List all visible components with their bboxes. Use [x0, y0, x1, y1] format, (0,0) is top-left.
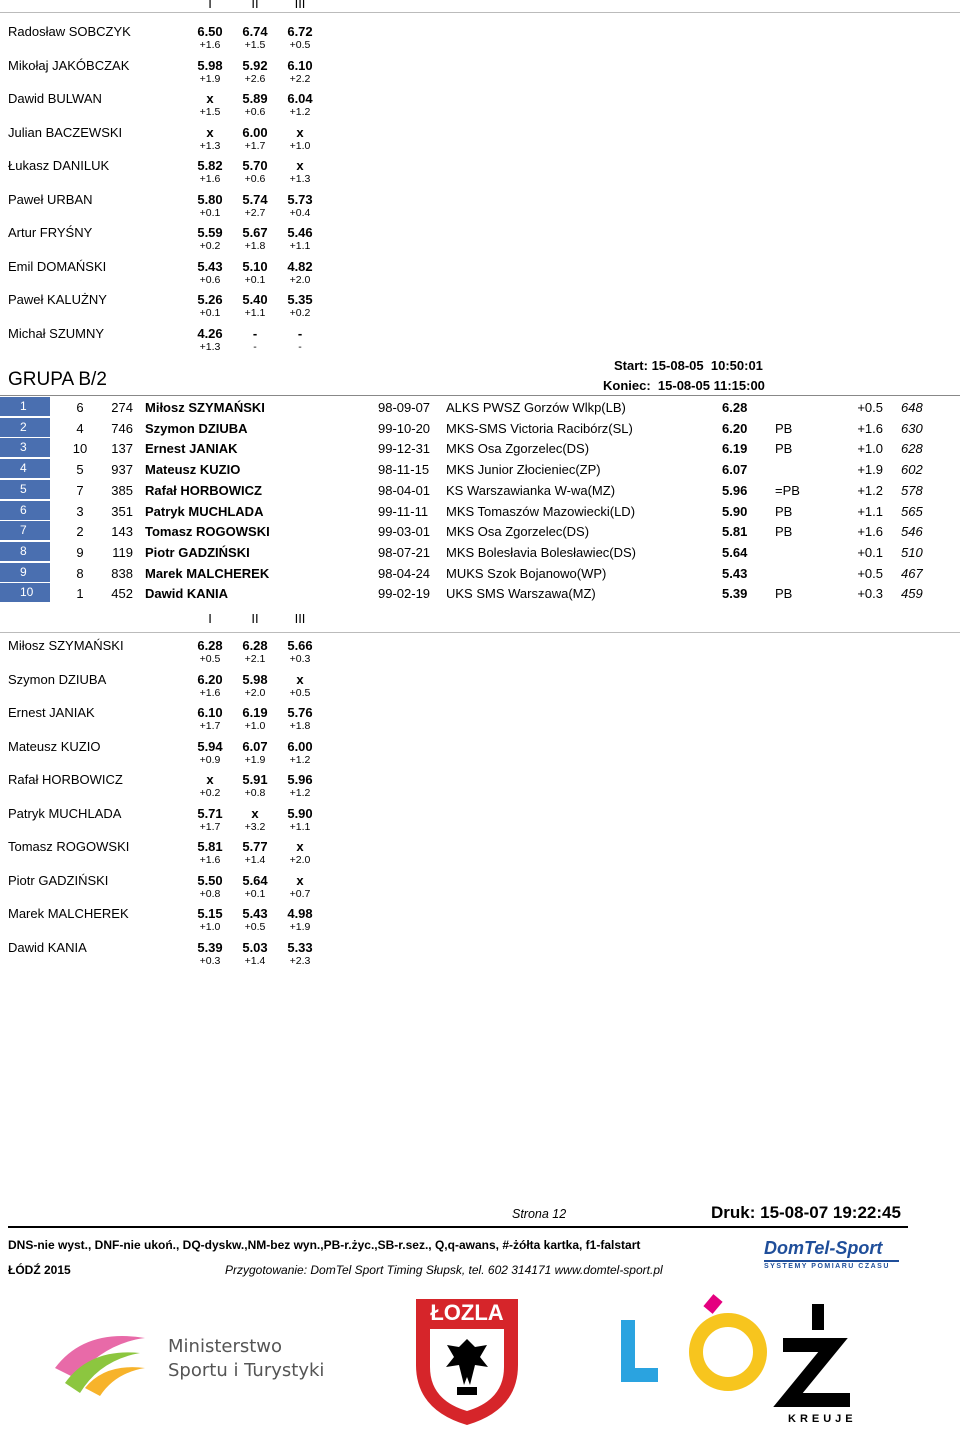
athlete-name: Tomasz ROGOWSKI — [8, 839, 130, 854]
place: 10 — [0, 583, 50, 602]
attempt-wind: +1.9 — [244, 753, 266, 766]
attempt-mark: 5.40 — [242, 292, 268, 307]
attempt-mark: x — [296, 671, 304, 687]
attempt-mark: 5.10 — [242, 258, 268, 274]
attempt-header: III — [294, 0, 306, 11]
attempt-mark: 5.98 — [197, 57, 223, 73]
attempt-wind: +1.6 — [199, 39, 221, 51]
attempt-mark: 4.98 — [287, 906, 313, 921]
points: 630 — [901, 420, 923, 436]
attempt-mark: x — [206, 124, 214, 140]
athlete-name: Ernest JANIAK — [8, 705, 95, 720]
attempt-wind: +0.5 — [244, 921, 266, 933]
result-row — [0, 459, 960, 480]
wind: +1.6 — [857, 524, 883, 540]
athlete-attempts-row — [0, 906, 340, 940]
birth-date: 99-10-20 — [378, 420, 431, 436]
attempt-mark: 5.92 — [242, 57, 268, 73]
result-row — [0, 480, 960, 501]
club: MUKS Szok Bojanowo(WP) — [446, 565, 607, 581]
attempt-mark: 6.07 — [242, 738, 268, 754]
attempt-wind: +0.5 — [289, 39, 311, 51]
athlete-attempts-row — [0, 158, 340, 192]
attempt-mark: 6.10 — [197, 705, 223, 720]
divider — [0, 395, 960, 396]
attempt-wind: +1.1 — [244, 307, 266, 319]
attempt-mark: 6.19 — [242, 705, 268, 720]
result: 5.64 — [722, 544, 748, 560]
attempt-wind: +0.4 — [289, 206, 311, 219]
club: MKS Tomaszów Mazowiecki(LD) — [446, 503, 636, 519]
bib-number: 119 — [112, 544, 133, 560]
birth-date: 98-04-24 — [378, 565, 431, 581]
points: 578 — [901, 482, 923, 498]
divider — [8, 1226, 908, 1228]
attempt-mark: 6.00 — [242, 124, 268, 140]
attempt-mark: 6.72 — [287, 24, 313, 39]
divider — [0, 12, 960, 13]
athlete-name: Patryk MUCHLADA — [145, 503, 264, 519]
points: 467 — [901, 565, 923, 581]
result: 6.19 — [722, 441, 748, 457]
attempt-wind: +0.5 — [199, 653, 221, 665]
attempt-wind: +1.4 — [244, 954, 266, 967]
attempt-mark: x — [206, 91, 214, 106]
attempt-wind: +1.7 — [244, 139, 266, 152]
bib-number: 838 — [111, 565, 133, 581]
attempt-wind: +1.7 — [199, 820, 221, 833]
attempt-wind: +0.7 — [289, 887, 311, 900]
attempt-wind: +0.3 — [199, 954, 221, 967]
attempt-mark: 5.35 — [287, 292, 313, 307]
lane: 8 — [76, 565, 84, 581]
athlete-attempts-row — [0, 873, 340, 907]
attempt-header: II — [251, 0, 259, 11]
place: 3 — [0, 438, 50, 457]
attempt-wind: +3.2 — [244, 820, 266, 833]
points: 602 — [901, 462, 923, 478]
athlete-attempts-row — [0, 839, 340, 873]
lane: 6 — [76, 400, 84, 415]
wind: +1.2 — [857, 482, 883, 498]
wind: +0.5 — [857, 565, 883, 581]
page-number: Strona 12 — [512, 1207, 567, 1221]
attempt-mark: 6.74 — [242, 24, 268, 39]
result-row — [0, 521, 960, 542]
wind: +1.0 — [857, 441, 883, 457]
birth-date: 98-09-07 — [378, 400, 431, 415]
lane: 10 — [72, 441, 88, 457]
wind: +0.3 — [857, 586, 883, 602]
attempt-wind: +1.0 — [289, 139, 311, 152]
attempt-wind: +1.2 — [289, 106, 311, 118]
attempt-wind: +1.8 — [244, 240, 266, 252]
attempt-wind: +0.6 — [244, 106, 266, 118]
attempt-mark: 5.82 — [197, 158, 223, 173]
points: 565 — [901, 503, 923, 519]
points: 546 — [901, 524, 923, 540]
athlete-name: Piotr GADZIŃSKI — [145, 544, 250, 560]
wind: +1.1 — [857, 503, 883, 519]
athlete-attempts-row — [0, 259, 340, 293]
start-time: Start: 15-08-05 10:50:01 — [614, 358, 763, 373]
attempt-wind: +2.1 — [244, 653, 266, 665]
attempt-mark: 6.00 — [287, 738, 313, 754]
attempt-wind: +1.3 — [199, 139, 221, 152]
bottom-attempts-list — [0, 638, 340, 973]
attempt-mark: 5.71 — [197, 805, 223, 821]
result: 5.81 — [722, 524, 748, 540]
athlete-name: Miłosz SZYMAŃSKI — [145, 400, 265, 415]
athlete-name: Patryk MUCHLADA — [8, 805, 122, 821]
result-row — [0, 583, 960, 604]
club: MKS Bolesłavia Bolesławiec(DS) — [446, 544, 637, 560]
club: KS Warszawianka W-wa(MZ) — [446, 482, 616, 498]
attempt-wind: +0.1 — [199, 307, 221, 319]
attempt-mark: 5.59 — [197, 225, 223, 240]
attempt-mark: 5.26 — [197, 292, 223, 307]
athlete-name: Tomasz ROGOWSKI — [145, 524, 270, 540]
city-year: ŁÓDŹ 2015 — [8, 1263, 71, 1277]
athlete-attempts-row — [0, 705, 340, 739]
lane: 5 — [76, 462, 84, 478]
athlete-name: Szymon DZIUBA — [145, 420, 248, 436]
attempt-mark: 5.64 — [242, 872, 268, 888]
birth-date: 99-12-31 — [378, 441, 431, 457]
birth-date: 99-02-19 — [378, 586, 431, 602]
print-timestamp: Druk: 15-08-07 19:22:45 — [711, 1203, 901, 1222]
place: 2 — [0, 418, 50, 437]
attempt-mark: 6.20 — [197, 671, 223, 687]
lane: 1 — [76, 586, 84, 602]
athlete-name: Dawid BULWAN — [8, 91, 102, 106]
athlete-name: Mateusz KUZIO — [8, 738, 101, 754]
athlete-name: Michał SZUMNY — [8, 325, 105, 341]
attempt-wind: +1.1 — [289, 240, 311, 252]
athlete-attempts-row — [0, 192, 340, 226]
athlete-name: Mikołaj JAKÓBCZAK — [8, 57, 130, 73]
club: ALKS PWSZ Gorzów Wlkp(LB) — [446, 400, 626, 415]
athlete-name: Piotr GADZIŃSKI — [8, 872, 109, 888]
attempt-mark: 5.80 — [197, 191, 223, 207]
record: PB — [775, 524, 793, 540]
attempt-header: II — [251, 611, 259, 626]
attempt-wind: +0.2 — [199, 787, 221, 799]
attempt-mark: 5.39 — [197, 939, 223, 955]
attempt-mark: 4.26 — [197, 325, 223, 341]
lane: 4 — [76, 420, 84, 436]
attempt-mark: x — [296, 839, 304, 854]
place: 5 — [0, 480, 50, 499]
result: 6.20 — [722, 420, 748, 436]
attempt-mark: 5.15 — [197, 906, 223, 921]
attempt-wind: +1.0 — [244, 720, 266, 732]
attempt-mark: 6.28 — [242, 638, 268, 653]
athlete-name: Artur FRYŚNY — [8, 225, 93, 240]
result-row — [0, 397, 960, 418]
attempt-mark: 5.03 — [242, 939, 268, 955]
wind: +0.5 — [857, 400, 883, 415]
result-row — [0, 418, 960, 439]
athlete-attempts-row — [0, 125, 340, 159]
attempt-wind: +0.8 — [199, 887, 221, 900]
attempt-mark: 5.76 — [287, 705, 313, 720]
athlete-attempts-row — [0, 326, 340, 360]
athlete-name: Szymon DZIUBA — [8, 671, 107, 687]
attempt-mark: 5.77 — [242, 839, 268, 854]
points: 510 — [901, 544, 923, 560]
club: MKS Osa Zgorzelec(DS) — [446, 441, 590, 457]
attempt-wind: +1.5 — [199, 106, 221, 118]
attempt-mark: x — [206, 772, 214, 787]
lane: 7 — [76, 482, 84, 498]
athlete-name: Ernest JANIAK — [145, 441, 238, 457]
bib-number: 452 — [111, 586, 133, 602]
attempt-wind: +1.9 — [289, 921, 311, 933]
birth-date: 99-03-01 — [378, 524, 431, 540]
kreuje-text: KREUJE — [788, 1413, 857, 1425]
athlete-name: Rafał HORBOWICZ — [8, 772, 123, 787]
attempt-mark: 6.50 — [197, 24, 223, 39]
attempt-wind: +1.9 — [199, 72, 221, 85]
record: PB — [775, 420, 793, 436]
place: 8 — [0, 542, 50, 561]
result-row — [0, 438, 960, 459]
legend: DNS-nie wyst., DNF-nie ukoń., DQ-dyskw.,NM-bez wyn.,PB-r.życ.,SB-r.sez., Q,q-awans, #-żółta kartka, f1-falstart — [8, 1238, 641, 1252]
ministry-line1: Ministerstwo — [168, 1336, 283, 1357]
attempt-wind: +0.1 — [244, 273, 266, 286]
attempt-wind: - — [298, 340, 302, 353]
attempt-wind: - — [253, 340, 257, 353]
attempt-wind: +0.1 — [244, 887, 266, 900]
club: MKS-SMS Victoria Racibórz(SL) — [446, 420, 633, 436]
attempt-mark: 5.98 — [242, 671, 268, 687]
attempt-wind: +0.1 — [199, 206, 221, 219]
result-row — [0, 501, 960, 522]
athlete-attempts-row — [0, 772, 340, 806]
attempt-mark: - — [252, 325, 258, 341]
birth-date: 98-04-01 — [378, 482, 431, 498]
divider — [0, 632, 960, 633]
attempt-wind: +1.2 — [289, 753, 311, 766]
wind: +1.6 — [857, 420, 883, 436]
points: 628 — [901, 441, 923, 457]
attempt-mark: x — [296, 158, 304, 173]
athlete-name: Julian BACZEWSKI — [8, 124, 123, 140]
athlete-attempts-row — [0, 24, 340, 58]
domtel-logo — [764, 1238, 904, 1270]
attempt-wind: +0.2 — [289, 307, 311, 319]
attempt-mark: 5.66 — [287, 638, 313, 653]
birth-date: 99-11-11 — [378, 503, 429, 519]
club: MKS Osa Zgorzelec(DS) — [446, 524, 590, 540]
attempt-mark: 5.33 — [287, 939, 313, 955]
record: PB — [775, 586, 793, 602]
attempt-mark: 5.73 — [287, 191, 313, 207]
attempt-wind: +1.6 — [199, 173, 221, 185]
attempt-mark: 4.82 — [287, 258, 313, 274]
athlete-attempts-row — [0, 91, 340, 125]
place: 1 — [0, 397, 50, 416]
domtel-logo-text: DomTel-Sport — [764, 1238, 883, 1258]
attempt-wind: +2.3 — [289, 954, 311, 967]
attempt-wind: +2.0 — [244, 686, 266, 699]
domtel-logo-subtitle: SYSTEMY POMIARU CZASU — [764, 1263, 890, 1270]
ministry-line2: Sportu i Turystyki — [168, 1360, 325, 1381]
club: UKS SMS Warszawa(MZ) — [446, 586, 596, 602]
athlete-attempts-row — [0, 739, 340, 773]
place: 4 — [0, 459, 50, 478]
attempt-mark: 5.43 — [197, 258, 223, 274]
result: 5.90 — [722, 503, 748, 519]
attempt-wind: +1.4 — [244, 854, 266, 866]
attempt-mark: 5.74 — [242, 191, 268, 207]
attempt-wind: +1.6 — [199, 686, 221, 699]
wind: +1.9 — [857, 462, 883, 478]
record: PB — [775, 503, 793, 519]
result-row — [0, 542, 960, 563]
attempt-wind: +1.8 — [289, 720, 311, 732]
result: 6.28 — [722, 400, 748, 415]
result: 5.43 — [722, 565, 748, 581]
attempt-wind: +1.3 — [199, 340, 221, 353]
attempt-wind: +2.7 — [244, 206, 266, 219]
lodz-logo-icon — [618, 1290, 878, 1415]
attempt-mark: 5.67 — [242, 225, 268, 240]
attempt-mark: 5.91 — [242, 772, 268, 787]
result: 5.96 — [722, 482, 748, 498]
attempt-wind: +1.0 — [199, 921, 221, 933]
athlete-name: Emil DOMAŃSKI — [8, 258, 107, 274]
attempt-header: I — [208, 0, 212, 11]
athlete-attempts-row — [0, 806, 340, 840]
record: PB — [775, 441, 793, 457]
athlete-attempts-row — [0, 292, 340, 326]
attempt-mark: x — [251, 805, 259, 821]
end-time: Koniec: 15-08-05 11:15:00 — [603, 378, 765, 393]
wind: +0.1 — [857, 544, 883, 560]
attempt-mark: 5.43 — [242, 906, 268, 921]
lane: 9 — [76, 544, 84, 560]
attempt-wind: +0.6 — [244, 173, 266, 185]
lodz-kreuje-logo — [618, 1290, 878, 1430]
attempt-mark: 5.96 — [287, 772, 313, 787]
athlete-name: Mateusz KUZIO — [145, 462, 241, 478]
result: 5.39 — [722, 586, 748, 602]
bib-number: 746 — [111, 420, 133, 436]
attempt-wind: +2.2 — [289, 72, 311, 85]
attempt-mark: 5.46 — [287, 225, 313, 240]
record: =PB — [775, 482, 800, 498]
attempt-mark: - — [297, 325, 303, 341]
attempt-mark: 6.10 — [287, 57, 313, 73]
ministry-emblem-icon — [45, 1318, 165, 1398]
athlete-name: Miłosz SZYMAŃSKI — [8, 638, 124, 653]
athlete-name: Radosław SOBCZYK — [8, 24, 131, 39]
athlete-name: Rafał HORBOWICZ — [145, 482, 262, 498]
athlete-name: Paweł KALUŻNY — [8, 292, 107, 307]
athlete-name: Marek MALCHEREK — [8, 906, 129, 921]
divider — [764, 1260, 899, 1262]
attempt-header: III — [294, 611, 306, 626]
attempt-mark: 5.90 — [287, 805, 313, 821]
attempt-mark: 5.89 — [242, 91, 268, 106]
bib-number: 351 — [111, 503, 133, 519]
attempt-wind: +0.9 — [199, 753, 221, 766]
place: 6 — [0, 501, 50, 520]
attempt-mark: 5.94 — [197, 738, 223, 754]
athlete-attempts-row — [0, 638, 340, 672]
attempt-wind: +0.8 — [244, 787, 266, 799]
ministry-logo — [45, 1318, 345, 1398]
athlete-attempts-row — [0, 940, 340, 974]
attempt-wind: +2.0 — [289, 273, 311, 286]
place: 9 — [0, 563, 50, 582]
club: MKS Junior Złocieniec(ZP) — [446, 462, 601, 478]
lane: 3 — [76, 503, 84, 519]
attempt-wind: +0.2 — [199, 240, 221, 252]
attempt-mark: x — [296, 872, 304, 888]
attempt-wind: +1.7 — [199, 720, 221, 732]
prepared-by: Przygotowanie: DomTel Sport Timing Słupsk, tel. 602 314171 www.domtel-sport.pl — [225, 1263, 663, 1277]
bib-number: 937 — [111, 462, 133, 478]
attempt-mark: x — [296, 124, 304, 140]
attempt-mark: 5.50 — [197, 872, 223, 888]
athlete-name: Marek MALCHEREK — [145, 565, 270, 581]
attempt-wind: +1.6 — [199, 854, 221, 866]
points: 648 — [901, 400, 923, 415]
attempt-mark: 5.81 — [197, 839, 223, 854]
attempt-mark: 5.70 — [242, 158, 268, 173]
athlete-attempts-row — [0, 225, 340, 259]
attempt-wind: +1.1 — [289, 820, 311, 833]
attempt-mark: 6.28 — [197, 638, 223, 653]
attempt-wind: +1.2 — [289, 787, 311, 799]
place: 7 — [0, 521, 50, 540]
attempt-wind: +0.6 — [199, 273, 221, 286]
attempt-wind: +1.5 — [244, 39, 266, 51]
bib-number: 385 — [111, 482, 133, 498]
result-row — [0, 563, 960, 584]
bib-number: 137 — [111, 441, 133, 457]
attempt-wind: +2.0 — [289, 854, 311, 866]
bib-number: 143 — [111, 524, 133, 540]
lane: 2 — [76, 524, 84, 540]
birth-date: 98-11-15 — [378, 462, 430, 478]
group-title: GRUPA B/2 — [8, 369, 107, 390]
attempt-mark: 6.04 — [287, 91, 313, 106]
points: 459 — [901, 586, 923, 602]
athlete-name: Dawid KANIA — [8, 939, 87, 955]
athlete-name: Paweł URBAN — [8, 191, 93, 207]
attempt-wind: +2.6 — [244, 72, 266, 85]
bib-number: 274 — [111, 400, 133, 415]
attempt-wind: +0.3 — [289, 653, 311, 665]
athlete-name: Łukasz DANILUK — [8, 158, 110, 173]
attempt-header: I — [208, 611, 212, 626]
result: 6.07 — [722, 462, 748, 478]
birth-date: 98-07-21 — [378, 544, 431, 560]
attempt-wind: +0.5 — [289, 686, 311, 699]
lozla-crest — [412, 1295, 522, 1427]
attempt-wind: +1.3 — [289, 173, 311, 185]
lozla-text: ŁOZLA — [430, 1300, 504, 1325]
top-attempts-list — [0, 24, 340, 359]
athlete-attempts-row — [0, 672, 340, 706]
athlete-attempts-row — [0, 58, 340, 92]
athlete-name: Dawid KANIA — [145, 586, 229, 602]
